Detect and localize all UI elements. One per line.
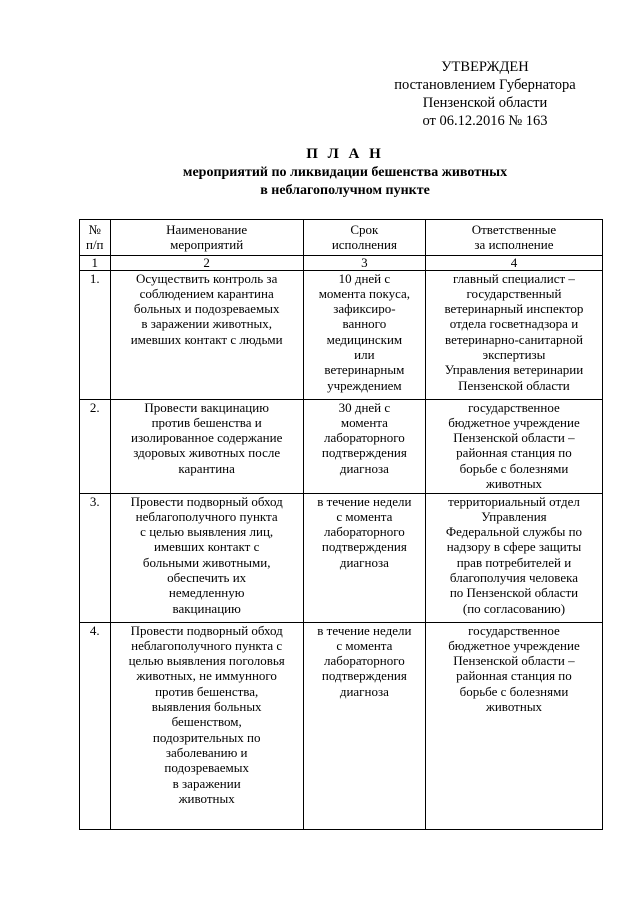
row-deadline [303, 399, 425, 493]
row-responsible-line: по Пензенской области [449, 585, 579, 601]
row-action-line: вакцинацию [172, 600, 241, 616]
row-action-line: изолированное содержание [131, 430, 283, 446]
row-action-line: больных и подозреваемых [133, 301, 280, 317]
row-action [110, 399, 303, 493]
row-action-line: неблагополучного пункта с [131, 637, 283, 653]
row-responsible-line: Пензенской области [458, 377, 570, 393]
plan-subtitle-line: в неблагополучном пункте [260, 183, 430, 198]
row-action-line: подозреваемых [164, 760, 249, 776]
approval-line: Пензенской области [422, 95, 548, 111]
row-responsible-line: Управления ветеринарии [444, 362, 584, 378]
table-row [80, 399, 603, 493]
header-number [80, 220, 111, 256]
row-responsible-line: государственный [466, 285, 562, 301]
row-responsible [425, 399, 602, 493]
row-responsible [425, 270, 602, 399]
row-action-line: животных, не иммунного [136, 668, 277, 684]
row-action-line: в заражении [172, 775, 241, 791]
row-deadline [303, 622, 425, 829]
row-deadline-line: лабораторного [323, 524, 405, 540]
row-action-line: немедленную [168, 585, 245, 601]
row-action [110, 493, 303, 622]
row-number: 3. [80, 493, 111, 622]
row-deadline-line: лабораторного [323, 653, 405, 669]
row-deadline-line: с момента [336, 508, 393, 524]
row-action-line: подозрительных по [152, 729, 261, 745]
approval-stamp [380, 58, 590, 130]
table-header-row [80, 220, 603, 256]
row-action-line: обеспечить их [167, 570, 247, 586]
row-number: 2. [80, 399, 111, 493]
row-action-line: больными животными, [142, 554, 271, 570]
column-number: 3 [303, 255, 425, 270]
row-deadline-line: 10 дней с [338, 270, 391, 286]
row-deadline-line: подтверждения [321, 539, 407, 555]
row-number: 1. [80, 270, 111, 399]
row-deadline-line: лабораторного [323, 430, 405, 446]
row-action-line: против бешенства и [151, 414, 262, 430]
row-deadline-line: ветеринарным [324, 362, 405, 378]
row-action-line: здоровых животных после [133, 445, 281, 461]
row-responsible [425, 493, 602, 622]
row-deadline-line: с момента [336, 637, 393, 653]
row-responsible-line: районная станция по [456, 445, 572, 461]
row-responsible-line: прав потребителей и [456, 554, 572, 570]
header-text: Срок [350, 222, 379, 237]
header-text: п/п [85, 237, 104, 253]
header-responsible [425, 220, 602, 256]
row-responsible-line: ветеринарный инспектор [444, 301, 584, 317]
header-action [110, 220, 303, 256]
row-action-line: Осуществить контроль за [135, 270, 278, 286]
header-text: исполнения [331, 237, 397, 253]
approval-line: УТВЕРЖДЕН [441, 59, 529, 75]
row-responsible-line: государственное [468, 399, 560, 415]
row-responsible-line: бюджетное учреждение [448, 414, 580, 430]
row-responsible-line: отдела госветнадзора и [449, 316, 579, 332]
row-deadline-line: зафиксиро- [333, 301, 396, 317]
row-action-line: имевших контакт с людьми [130, 331, 283, 347]
row-deadline-line: ванного [342, 316, 387, 332]
row-deadline-line: подтверждения [321, 445, 407, 461]
row-action-line: с целью выявления лиц, [140, 524, 274, 540]
header-text: за исполнение [474, 237, 554, 253]
row-action [110, 270, 303, 399]
row-action-line: неблагополучного пункта [135, 508, 278, 524]
row-responsible-line: Управления [481, 508, 547, 524]
row-action-line: выявления больных [151, 699, 262, 715]
row-deadline-line: момента покуса, [318, 285, 411, 301]
row-action-line: против бешенства, [155, 683, 259, 699]
header-text: Наименование [166, 222, 248, 237]
row-responsible-line: животных [485, 476, 543, 492]
row-action-line: в заражении животных, [141, 316, 273, 332]
row-action-line: карантина [178, 460, 235, 476]
row-responsible-line: борьбе с болезнями [459, 460, 569, 476]
plan-table [79, 219, 603, 830]
header-deadline [303, 220, 425, 256]
table-row [80, 270, 603, 399]
table-row [80, 622, 603, 829]
plan-heading [60, 145, 630, 200]
row-action-line: заболеванию и [165, 744, 248, 760]
row-deadline-line: учреждением [327, 377, 402, 393]
header-text: № [88, 222, 101, 237]
row-deadline-line: в течение недели [317, 493, 412, 509]
row-responsible-line: главный специалист – [453, 270, 575, 286]
column-number: 2 [110, 255, 303, 270]
row-responsible-line: (по согласованию) [462, 600, 566, 616]
row-responsible [425, 622, 602, 829]
row-action-line: Провести вакцинацию [144, 399, 269, 415]
row-responsible-line: государственное [468, 622, 560, 638]
row-responsible-line: экспертизы [482, 347, 546, 363]
row-action-line: бешенством, [171, 714, 242, 730]
row-action-line: целью выявления поголовья [128, 653, 285, 669]
row-action [110, 622, 303, 829]
table-body [80, 255, 603, 829]
header-text: мероприятий [170, 237, 244, 253]
row-responsible-line: бюджетное учреждение [448, 637, 580, 653]
row-responsible-line: животных [485, 699, 543, 715]
row-deadline [303, 493, 425, 622]
row-number: 4. [80, 622, 111, 829]
row-action-line: соблюдением карантина [139, 285, 274, 301]
approval-line: постановлением Губернатора [394, 77, 576, 93]
row-deadline-line: в течение недели [317, 622, 412, 638]
row-deadline-line: диагноза [339, 554, 389, 570]
row-deadline-line: момента [340, 414, 388, 430]
row-deadline-line: или [354, 347, 375, 363]
row-responsible-line: Пензенской области – [453, 653, 575, 669]
row-action-line: имевших контакт с [153, 539, 260, 555]
row-responsible-line: территориальный отдел [448, 493, 580, 509]
plan-title: П Л А Н [306, 146, 384, 162]
row-responsible-line: борьбе с болезнями [459, 683, 569, 699]
column-number: 4 [425, 255, 602, 270]
row-responsible-line: надзору в сфере защиты [446, 539, 582, 555]
row-responsible-line: благополучия человека [449, 570, 578, 586]
row-responsible-line: Федеральной службы по [445, 524, 583, 540]
row-deadline-line: медицинским [326, 331, 403, 347]
row-deadline-line: диагноза [339, 460, 389, 476]
row-action-line: Провести подворный обход [130, 493, 283, 509]
row-action-line: Провести подворный обход [130, 622, 283, 638]
column-number-row [80, 255, 603, 270]
header-text: Ответственные [471, 222, 557, 237]
row-responsible-line: ветеринарно-санитарной [445, 331, 583, 347]
approval-line: от 06.12.2016 № 163 [422, 113, 548, 129]
row-deadline-line: диагноза [339, 683, 389, 699]
table-row [80, 493, 603, 622]
row-responsible-line: Пензенской области – [453, 430, 575, 446]
row-responsible-line: районная станция по [456, 668, 572, 684]
row-deadline-line: подтверждения [321, 668, 407, 684]
row-action-line: животных [178, 790, 235, 806]
row-deadline-line: 30 дней с [338, 399, 391, 415]
column-number: 1 [80, 255, 111, 270]
row-deadline [303, 270, 425, 399]
plan-subtitle-line: мероприятий по ликвидации бешенства животных [182, 165, 508, 180]
